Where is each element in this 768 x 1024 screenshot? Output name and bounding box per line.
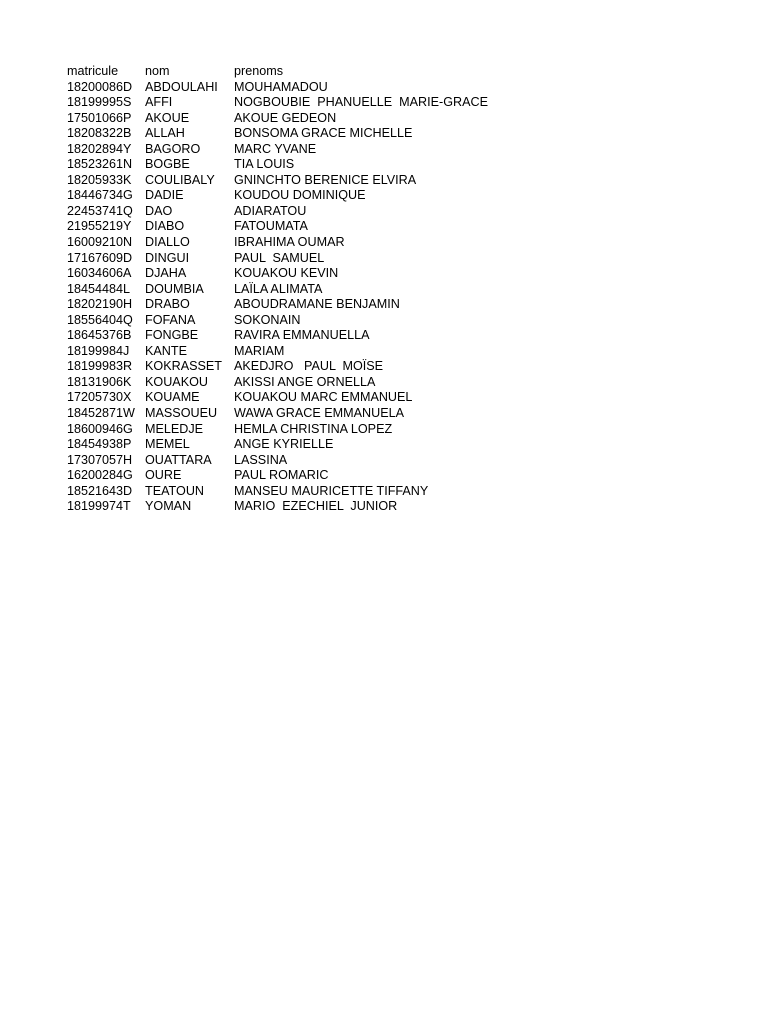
table-row xyxy=(67,344,554,360)
cell-prenoms: BONSOMA GRACE MICHELLE xyxy=(234,126,413,141)
table-row xyxy=(67,282,554,298)
table-row xyxy=(67,204,554,220)
cell-prenoms: AKEDJRO PAUL MOÏSE xyxy=(234,359,384,374)
cell-matricule: 18556404Q xyxy=(67,312,133,327)
table-header xyxy=(67,64,554,80)
table-row xyxy=(67,453,554,469)
cell-matricule: 18199974T xyxy=(67,499,131,514)
cell-matricule: 21955219Y xyxy=(67,219,132,234)
cell-nom: DIABO xyxy=(145,219,185,234)
cell-nom: BOGBE xyxy=(145,157,190,172)
cell-matricule: 16009210N xyxy=(67,235,133,250)
cell-prenoms: MANSEU MAURICETTE TIFFANY xyxy=(234,483,429,498)
cell-nom: KOUAME xyxy=(145,390,200,405)
table-row xyxy=(67,437,554,453)
cell-matricule: 18208322B xyxy=(67,126,132,141)
table-row xyxy=(67,499,554,515)
table-row xyxy=(67,297,554,313)
cell-prenoms: WAWA GRACE EMMANUELA xyxy=(234,406,405,421)
table-row xyxy=(67,219,554,235)
table-row xyxy=(67,359,554,375)
cell-matricule: 18200086D xyxy=(67,79,133,94)
cell-nom: DAO xyxy=(145,203,173,218)
cell-nom: DJAHA xyxy=(145,266,187,281)
cell-prenoms: AKOUE GEDEON xyxy=(234,110,337,125)
cell-nom: FOFANA xyxy=(145,312,196,327)
cell-prenoms: KOUAKOU MARC EMMANUEL xyxy=(234,390,413,405)
table-row xyxy=(67,468,554,484)
cell-prenoms: LAÏLA ALIMATA xyxy=(234,281,323,296)
table-row xyxy=(67,142,554,158)
cell-nom: DADIE xyxy=(145,188,184,203)
cell-nom: YOMAN xyxy=(145,499,192,514)
cell-matricule: 18454484L xyxy=(67,281,131,296)
cell-matricule: 16200284G xyxy=(67,468,133,483)
cell-matricule: 16034606A xyxy=(67,266,132,281)
cell-nom: KANTE xyxy=(145,343,187,358)
cell-matricule: 18202894Y xyxy=(67,141,132,156)
cell-prenoms: PAUL ROMARIC xyxy=(234,468,329,483)
cell-nom: OUATTARA xyxy=(145,452,212,467)
table-row xyxy=(67,173,554,189)
cell-matricule: 18199984J xyxy=(67,343,130,358)
cell-prenoms: ANGE KYRIELLE xyxy=(234,437,334,452)
cell-prenoms: MOUHAMADOU xyxy=(234,79,328,94)
cell-nom: DOUMBIA xyxy=(145,281,204,296)
cell-prenoms: TIA LOUIS xyxy=(234,157,295,172)
cell-prenoms: NOGBOUBIE PHANUELLE MARIE-GRACE xyxy=(234,95,489,110)
cell-matricule: 18454938P xyxy=(67,437,132,452)
column-header-prenoms: prenoms xyxy=(234,64,283,78)
cell-nom: ALLAH xyxy=(145,126,185,141)
cell-matricule: 17167609D xyxy=(67,250,133,265)
cell-nom: FONGBE xyxy=(145,328,199,343)
cell-nom: BAGORO xyxy=(145,141,201,156)
cell-nom: OURE xyxy=(145,468,182,483)
cell-prenoms: AKISSI ANGE ORNELLA xyxy=(234,374,376,389)
cell-nom: MEMEL xyxy=(145,437,190,452)
cell-matricule: 17501066P xyxy=(67,110,132,125)
cell-matricule: 18199995S xyxy=(67,95,132,110)
cell-prenoms: MARIO EZECHIEL JUNIOR xyxy=(234,499,398,514)
column-header-nom: nom xyxy=(145,64,170,78)
table-row xyxy=(67,266,554,282)
cell-prenoms: KOUDOU DOMINIQUE xyxy=(234,188,366,203)
cell-matricule: 17205730X xyxy=(67,390,132,405)
cell-prenoms: MARC YVANE xyxy=(234,141,317,156)
cell-nom: DINGUI xyxy=(145,250,190,265)
table-row xyxy=(67,313,554,329)
table-row xyxy=(67,235,554,251)
cell-prenoms: LASSINA xyxy=(234,452,288,467)
cell-nom: ABDOULAHI xyxy=(145,79,218,94)
table-row xyxy=(67,95,554,111)
cell-nom: TEATOUN xyxy=(145,483,205,498)
cell-prenoms: FATOUMATA xyxy=(234,219,308,234)
cell-nom: DRABO xyxy=(145,297,190,312)
cell-matricule: 22453741Q xyxy=(67,203,133,218)
table-row xyxy=(67,188,554,204)
table-row xyxy=(67,406,554,422)
table-row xyxy=(67,126,554,142)
cell-matricule: 18202190H xyxy=(67,297,133,312)
cell-prenoms: IBRAHIMA OUMAR xyxy=(234,235,345,250)
student-roster-table xyxy=(67,64,554,515)
cell-nom: COULIBALY xyxy=(145,172,215,187)
cell-prenoms: GNINCHTO BERENICE ELVIRA xyxy=(234,172,417,187)
cell-nom: KOKRASSET xyxy=(145,359,222,374)
cell-nom: AKOUE xyxy=(145,110,190,125)
cell-nom: DIALLO xyxy=(145,235,190,250)
table-row xyxy=(67,390,554,406)
cell-matricule: 18521643D xyxy=(67,483,133,498)
cell-prenoms: MARIAM xyxy=(234,343,285,358)
table-row xyxy=(67,251,554,267)
cell-prenoms: HEMLA CHRISTINA LOPEZ xyxy=(234,421,393,436)
cell-matricule: 18452871W xyxy=(67,406,135,421)
cell-matricule: 18199983R xyxy=(67,359,133,374)
table-row xyxy=(67,157,554,173)
table-row xyxy=(67,375,554,391)
cell-nom: MELEDJE xyxy=(145,421,204,436)
cell-matricule: 18446734G xyxy=(67,188,133,203)
table-body xyxy=(67,80,554,515)
cell-matricule: 18645376B xyxy=(67,328,132,343)
cell-matricule: 18205933K xyxy=(67,172,132,187)
table-row xyxy=(67,484,554,500)
table-row xyxy=(67,111,554,127)
column-header-matricule: matricule xyxy=(67,64,119,78)
cell-matricule: 17307057H xyxy=(67,452,133,467)
table-row xyxy=(67,422,554,438)
table-row xyxy=(67,328,554,344)
cell-prenoms: ABOUDRAMANE BENJAMIN xyxy=(234,297,400,312)
table-row xyxy=(67,80,554,96)
cell-nom: AFFI xyxy=(145,95,173,110)
cell-prenoms: ADIARATOU xyxy=(234,203,307,218)
cell-matricule: 18131906K xyxy=(67,374,132,389)
cell-nom: KOUAKOU xyxy=(145,374,208,389)
cell-prenoms: PAUL SAMUEL xyxy=(234,250,325,265)
header-row xyxy=(67,64,554,80)
cell-nom: MASSOUEU xyxy=(145,406,218,421)
cell-prenoms: SOKONAIN xyxy=(234,312,301,327)
cell-matricule: 18600946G xyxy=(67,421,133,436)
cell-prenoms: RAVIRA EMMANUELLA xyxy=(234,328,370,343)
cell-prenoms: KOUAKOU KEVIN xyxy=(234,266,339,281)
cell-matricule: 18523261N xyxy=(67,157,133,172)
